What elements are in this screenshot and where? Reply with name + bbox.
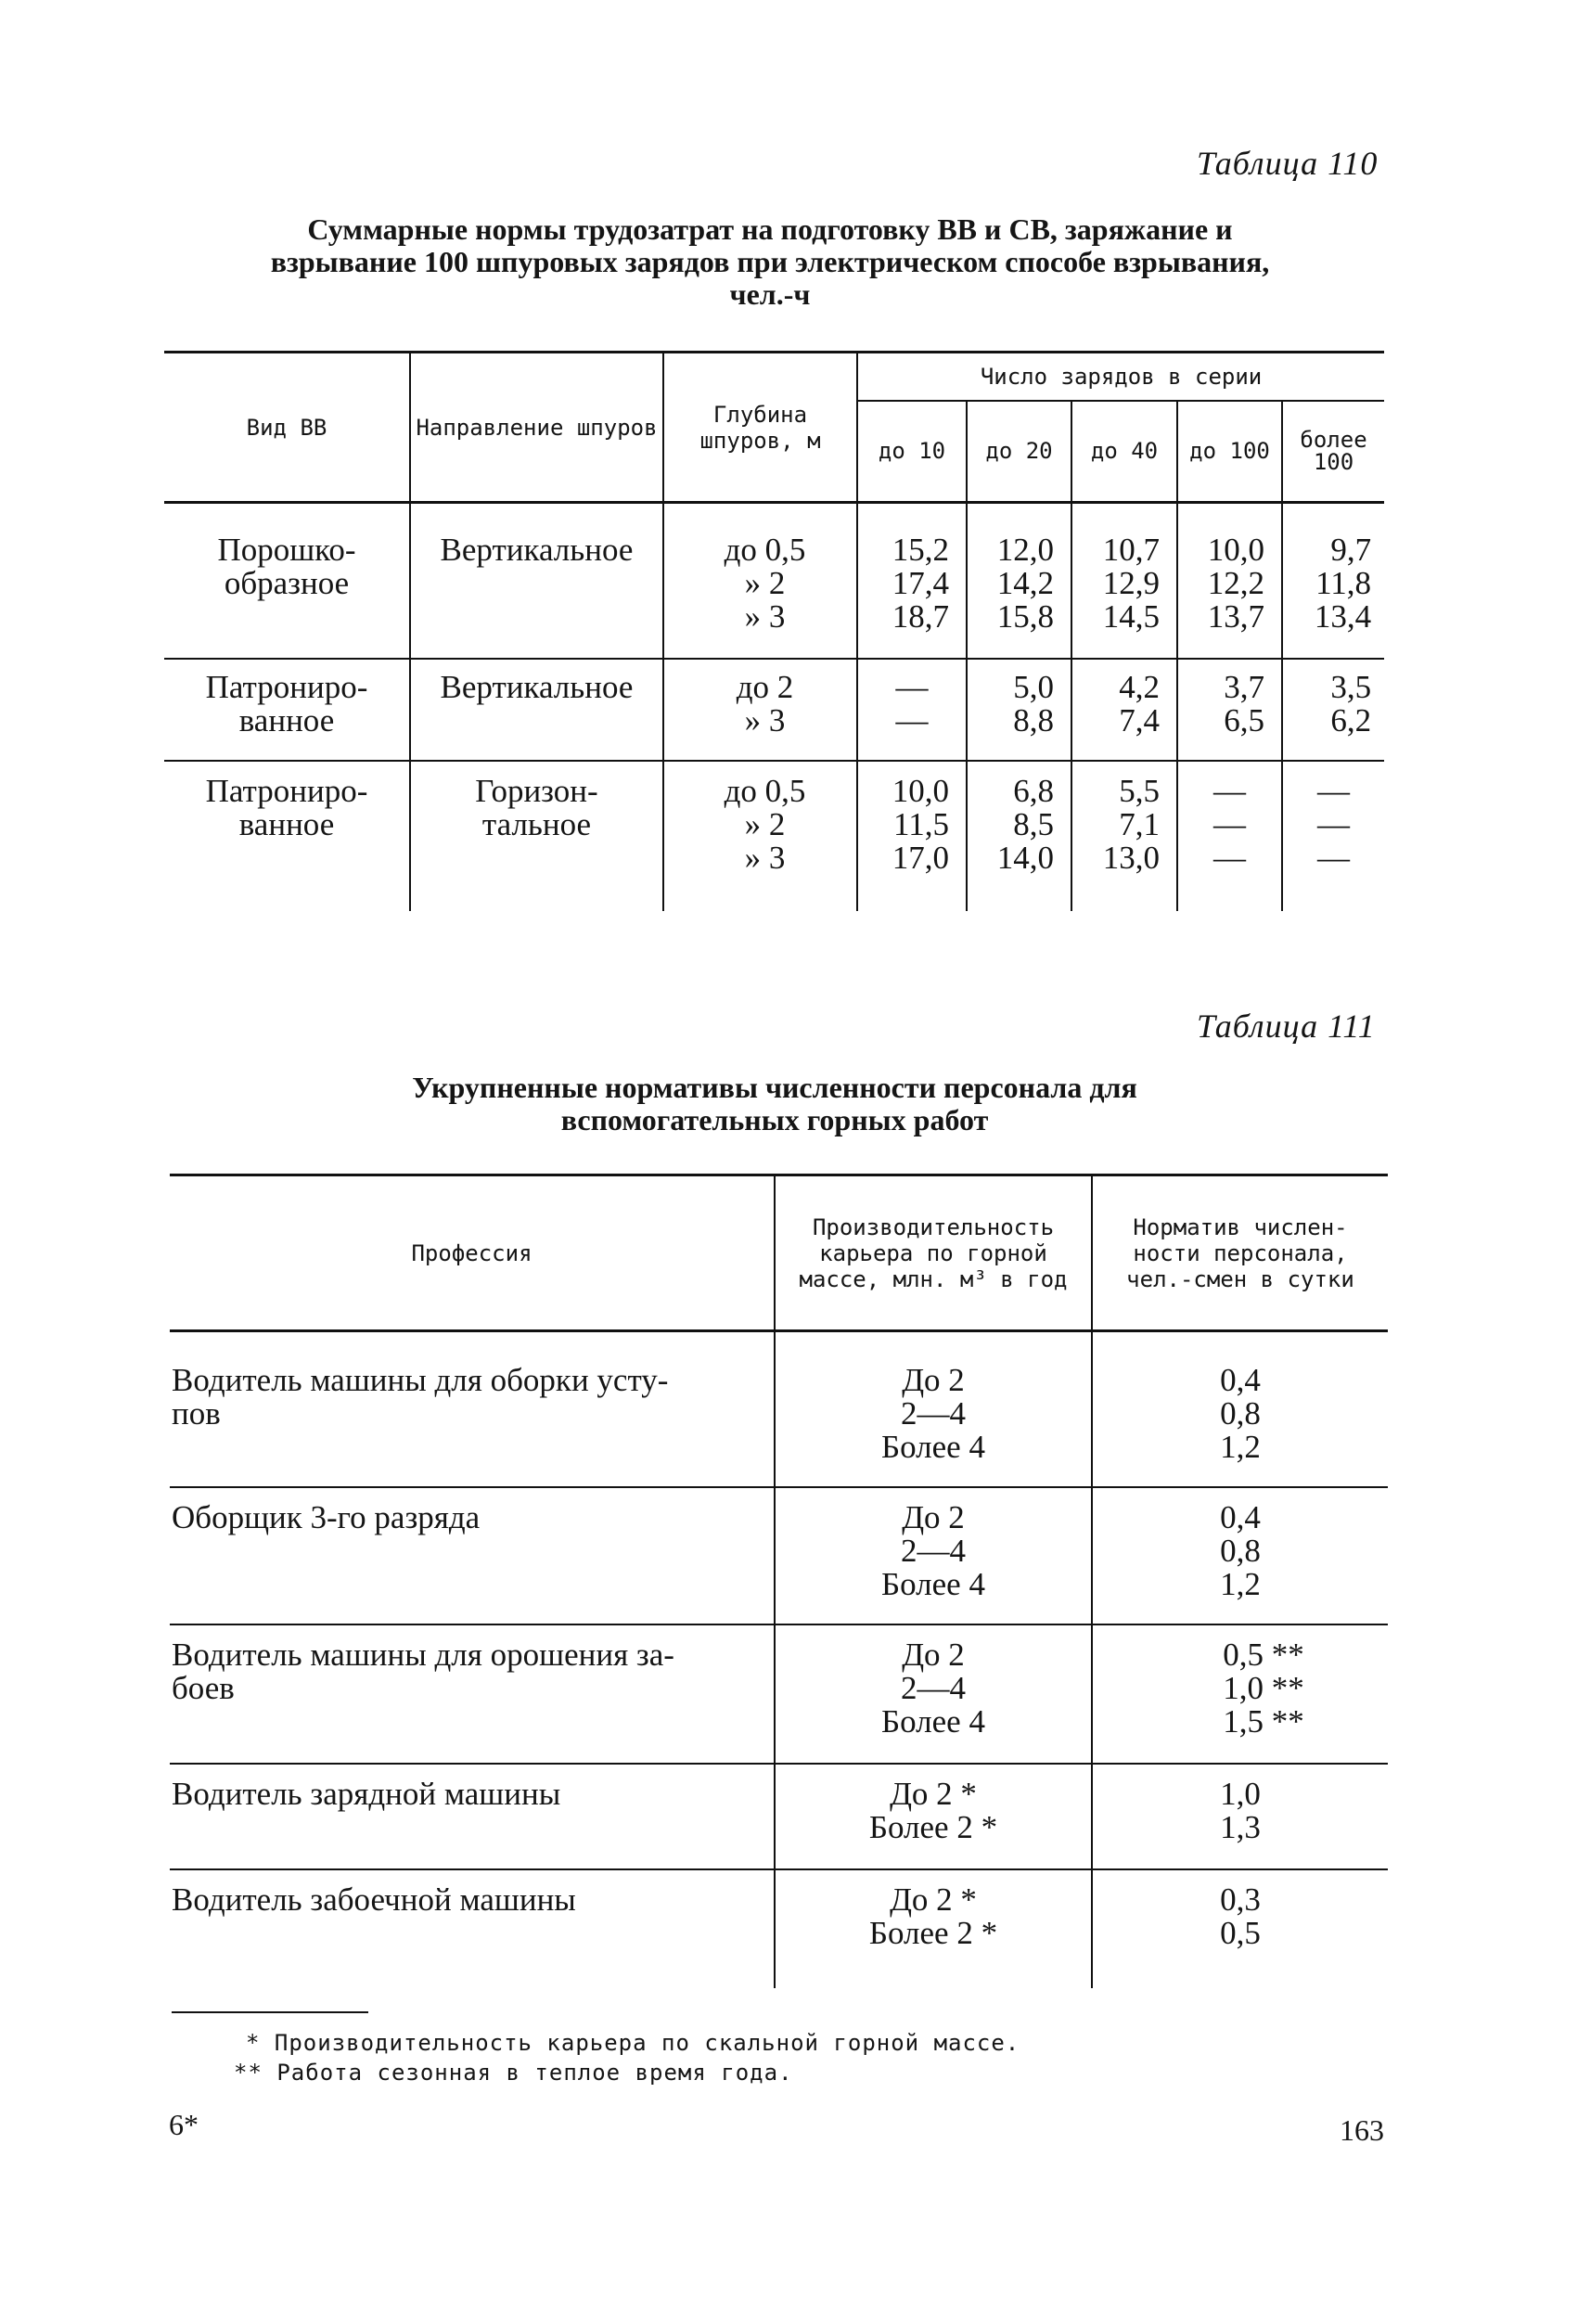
- cell-profession: Водитель зарядной машины: [172, 1775, 561, 1812]
- cell-c10: 10,0 11,5 17,0: [857, 761, 967, 911]
- page-number: 163: [1340, 2113, 1384, 2147]
- table-110-caption: Таблица 110: [1197, 145, 1379, 182]
- table-row: [170, 1331, 1388, 1487]
- cell-cmore: 9,7 11,8 13,4: [1282, 503, 1384, 659]
- header-productivity: Производительность карьера по горной массе, млн. м³ в год: [775, 1175, 1092, 1331]
- header-depth: Глубина шпуров, м: [663, 353, 857, 503]
- cell-c40: 10,7 12,9 14,5: [1071, 503, 1177, 659]
- page-signature: 6*: [169, 2108, 199, 2141]
- table-row: [164, 503, 1384, 659]
- table-row: [164, 761, 1384, 911]
- header-c10: до 10: [857, 401, 967, 503]
- cell-c10: 15,2 17,4 18,7: [857, 503, 967, 659]
- cell-norm: 0,4 0,8 1,2: [1092, 1331, 1388, 1487]
- header-norm: Норматив числен-ности персонала, чел.-смен в сутки: [1092, 1175, 1388, 1331]
- cell-direction: Вертикальное: [410, 659, 663, 761]
- footnote-2: ** Работа сезонная в теплое время года.: [234, 2060, 793, 2086]
- cell-productivity: До 2 2—4 Более 4: [775, 1624, 1092, 1764]
- table-row: [170, 1764, 1388, 1869]
- cell-direction: Вертикальное: [410, 503, 663, 659]
- cell-c10: — —: [857, 659, 967, 761]
- cell-vid: Патрониро- ванное: [205, 772, 368, 842]
- cell-c20: 5,0 8,8: [967, 659, 1071, 761]
- cell-vid: Патрониро- ванное: [205, 668, 368, 738]
- cell-depth: до 0,5 » 2 » 3: [663, 503, 857, 659]
- cell-c20: 12,0 14,2 15,8: [967, 503, 1071, 659]
- cell-profession: Оборщик 3-го разряда: [172, 1498, 481, 1535]
- cell-c100: 10,0 12,2 13,7: [1177, 503, 1282, 659]
- header-direction: Направление шпуров: [410, 353, 663, 503]
- table-row: [170, 1869, 1388, 1988]
- cell-norm: 0,4 0,8 1,2: [1092, 1487, 1388, 1624]
- header-c20: до 20: [967, 401, 1071, 503]
- cell-cmore: — — —: [1282, 761, 1384, 911]
- cell-profession: Водитель машины для оборки усту- пов: [172, 1362, 669, 1432]
- table-111-caption: Таблица 111: [1197, 1008, 1376, 1045]
- cell-vid: Порошко- образное: [217, 532, 356, 601]
- cell-norm: 0,3 0,5: [1092, 1869, 1388, 1988]
- cell-direction: Горизон- тальное: [410, 761, 663, 911]
- table-111: [170, 1174, 1388, 1988]
- table-111-title: Укрупненные нормативы численности персонала для вспомогательных горных работ: [412, 1071, 1137, 1136]
- header-c40: до 40: [1071, 401, 1177, 503]
- cell-c100: 3,7 6,5: [1177, 659, 1282, 761]
- cell-c20: 6,8 8,5 14,0: [967, 761, 1071, 911]
- header-profession: Профессия: [411, 1239, 532, 1266]
- cell-c40: 4,2 7,4: [1071, 659, 1177, 761]
- table-110: [164, 351, 1384, 911]
- table-row: [170, 1487, 1388, 1624]
- cell-c100: — — —: [1177, 761, 1282, 911]
- cell-productivity: До 2 2—4 Более 4: [775, 1331, 1092, 1487]
- header-c100: до 100: [1177, 401, 1282, 503]
- cell-productivity: До 2 * Более 2 *: [775, 1869, 1092, 1988]
- cell-cmore: 3,5 6,2: [1282, 659, 1384, 761]
- table-110-title: Суммарные нормы трудозатрат на подготовку ВВ и СВ, заряжание и взрывание 100 шпуровых зарядов при электрическом способе взрывания, чел.-ч: [270, 212, 1270, 311]
- table-row: [164, 659, 1384, 761]
- table-row: [170, 1624, 1388, 1764]
- cell-profession: Водитель забоечной машины: [172, 1881, 576, 1918]
- cell-c40: 5,5 7,1 13,0: [1071, 761, 1177, 911]
- cell-productivity: До 2 * Более 2 *: [775, 1764, 1092, 1869]
- cell-productivity: До 2 2—4 Более 4: [775, 1487, 1092, 1624]
- cell-norm: 1,0 1,3: [1092, 1764, 1388, 1869]
- footnote-1: * Производительность карьера по скальной горной массе.: [246, 2030, 1020, 2056]
- footnote-divider: [172, 2011, 368, 2013]
- header-cmore: более 100: [1282, 401, 1384, 503]
- cell-depth: до 2 » 3: [663, 659, 857, 761]
- header-vid: Вид ВВ: [164, 353, 410, 503]
- header-charges-group: Число зарядов в серии: [857, 353, 1384, 401]
- cell-norm: 0,5 ** 1,0 ** 1,5 **: [1092, 1624, 1388, 1764]
- cell-depth: до 0,5 » 2 » 3: [663, 761, 857, 911]
- cell-profession: Водитель машины для орошения за- боев: [172, 1636, 674, 1706]
